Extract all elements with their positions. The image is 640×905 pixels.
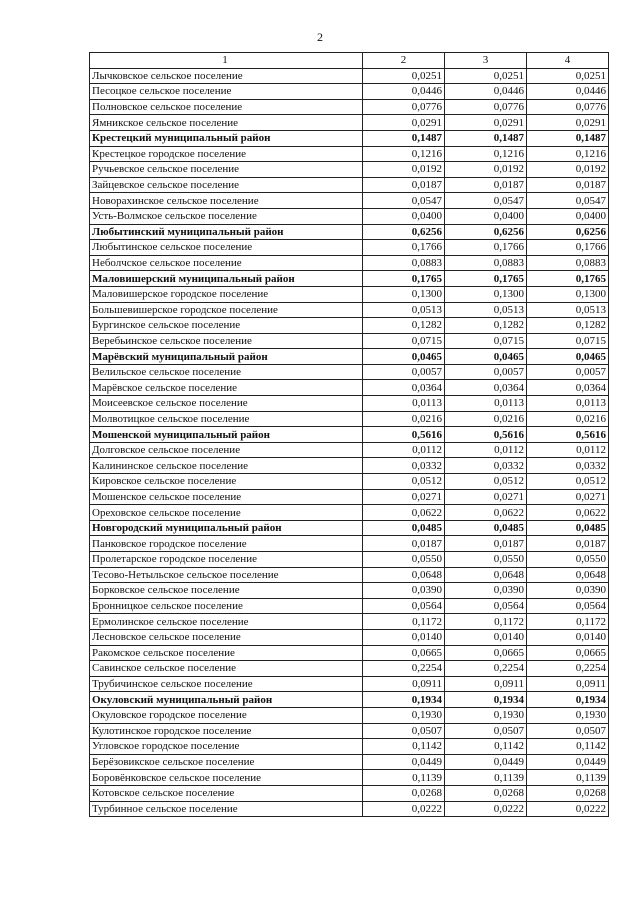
- value-cell-col-4: 0,0291: [527, 115, 609, 131]
- row-name-cell: Крестецкий муниципальный район: [90, 130, 363, 146]
- value-cell-col-2: 0,0715: [363, 333, 445, 349]
- value-cell-col-3: 0,0715: [445, 333, 527, 349]
- row-name-cell: Лесновское сельское поселение: [90, 629, 363, 645]
- value-cell-col-4: 0,0140: [527, 629, 609, 645]
- column-header-4: 4: [527, 53, 609, 69]
- value-cell-col-3: 0,0187: [445, 536, 527, 552]
- table-row: [90, 474, 609, 490]
- row-name-cell: Моисеевское сельское поселение: [90, 396, 363, 412]
- value-cell-col-2: 0,0446: [363, 84, 445, 100]
- value-cell-col-3: 0,1766: [445, 240, 527, 256]
- row-name-cell: Молвотицкое сельское поселение: [90, 411, 363, 427]
- row-name-cell: Лычковское сельское поселение: [90, 68, 363, 84]
- value-cell-col-3: 0,0883: [445, 255, 527, 271]
- value-cell-col-4: 0,1282: [527, 318, 609, 334]
- value-cell-col-2: 0,0113: [363, 396, 445, 412]
- value-cell-col-3: 0,0776: [445, 99, 527, 115]
- value-cell-col-4: 0,1765: [527, 271, 609, 287]
- value-cell-col-3: 0,0622: [445, 505, 527, 521]
- value-cell-col-2: 0,0216: [363, 411, 445, 427]
- value-cell-col-4: 0,0622: [527, 505, 609, 521]
- value-cell-col-4: 0,0057: [527, 364, 609, 380]
- value-cell-col-3: 0,0332: [445, 458, 527, 474]
- value-cell-col-3: 0,1216: [445, 146, 527, 162]
- value-cell-col-2: 0,0911: [363, 676, 445, 692]
- row-name-cell: Ракомское сельское поселение: [90, 645, 363, 661]
- value-cell-col-3: 0,1765: [445, 271, 527, 287]
- allocation-table: [89, 52, 609, 817]
- value-cell-col-2: 0,1487: [363, 130, 445, 146]
- row-name-cell: Ручьевское сельское поселение: [90, 162, 363, 178]
- value-cell-col-2: 0,0507: [363, 723, 445, 739]
- value-cell-col-2: 0,1300: [363, 286, 445, 302]
- row-name-cell: Окуловское городское поселение: [90, 707, 363, 723]
- value-cell-col-4: 0,0216: [527, 411, 609, 427]
- value-cell-col-2: 0,0057: [363, 364, 445, 380]
- table-row: [90, 208, 609, 224]
- value-cell-col-3: 0,1139: [445, 770, 527, 786]
- value-cell-col-2: 0,0364: [363, 380, 445, 396]
- table-row: [90, 177, 609, 193]
- table-row: [90, 99, 609, 115]
- district-total-row: [90, 271, 609, 287]
- table-row: [90, 193, 609, 209]
- row-name-cell: Борковское сельское поселение: [90, 583, 363, 599]
- row-name-cell: Маловишерский муниципальный район: [90, 271, 363, 287]
- value-cell-col-2: 0,2254: [363, 661, 445, 677]
- value-cell-col-2: 0,6256: [363, 224, 445, 240]
- value-cell-col-2: 0,0547: [363, 193, 445, 209]
- value-cell-col-2: 0,1282: [363, 318, 445, 334]
- table-row: [90, 536, 609, 552]
- value-cell-col-4: 0,0547: [527, 193, 609, 209]
- value-cell-col-4: 0,0268: [527, 785, 609, 801]
- table-row: [90, 364, 609, 380]
- value-cell-col-4: 0,0550: [527, 552, 609, 568]
- table-header-row: [90, 53, 609, 69]
- row-name-cell: Марёвский муниципальный район: [90, 349, 363, 365]
- row-name-cell: Кировское сельское поселение: [90, 474, 363, 490]
- value-cell-col-2: 0,1765: [363, 271, 445, 287]
- table-row: [90, 645, 609, 661]
- table-row: [90, 146, 609, 162]
- value-cell-col-2: 0,0465: [363, 349, 445, 365]
- table-row: [90, 629, 609, 645]
- value-cell-col-3: 0,1934: [445, 692, 527, 708]
- row-name-cell: Песоцкое сельское поселение: [90, 84, 363, 100]
- row-name-cell: Калининское сельское поселение: [90, 458, 363, 474]
- row-name-cell: Долговское сельское поселение: [90, 442, 363, 458]
- value-cell-col-4: 0,0564: [527, 598, 609, 614]
- row-name-cell: Тесово-Нетыльское сельское поселение: [90, 567, 363, 583]
- value-cell-col-3: 0,1142: [445, 739, 527, 755]
- value-cell-col-3: 0,5616: [445, 427, 527, 443]
- table-row: [90, 661, 609, 677]
- value-cell-col-2: 0,0449: [363, 754, 445, 770]
- district-total-row: [90, 520, 609, 536]
- value-cell-col-2: 0,1139: [363, 770, 445, 786]
- row-name-cell: Зайцевское сельское поселение: [90, 177, 363, 193]
- value-cell-col-3: 0,0222: [445, 801, 527, 817]
- value-cell-col-4: 0,1930: [527, 707, 609, 723]
- value-cell-col-2: 0,0776: [363, 99, 445, 115]
- value-cell-col-2: 0,0485: [363, 520, 445, 536]
- value-cell-col-2: 0,0140: [363, 629, 445, 645]
- value-cell-col-4: 0,0400: [527, 208, 609, 224]
- table-row: [90, 255, 609, 271]
- value-cell-col-4: 0,1487: [527, 130, 609, 146]
- value-cell-col-4: 0,2254: [527, 661, 609, 677]
- value-cell-col-2: 0,0648: [363, 567, 445, 583]
- table-row: [90, 676, 609, 692]
- value-cell-col-2: 0,0112: [363, 442, 445, 458]
- row-name-cell: Новгородский муниципальный район: [90, 520, 363, 536]
- row-name-cell: Велильское сельское поселение: [90, 364, 363, 380]
- value-cell-col-3: 0,0364: [445, 380, 527, 396]
- value-cell-col-2: 0,1142: [363, 739, 445, 755]
- value-cell-col-4: 0,0648: [527, 567, 609, 583]
- table-row: [90, 707, 609, 723]
- value-cell-col-3: 0,6256: [445, 224, 527, 240]
- value-cell-col-2: 0,1172: [363, 614, 445, 630]
- value-cell-col-4: 0,1139: [527, 770, 609, 786]
- value-cell-col-3: 0,0268: [445, 785, 527, 801]
- table-row: [90, 723, 609, 739]
- table-row: [90, 396, 609, 412]
- value-cell-col-2: 0,1766: [363, 240, 445, 256]
- table-row: [90, 552, 609, 568]
- value-cell-col-3: 0,0550: [445, 552, 527, 568]
- value-cell-col-2: 0,1216: [363, 146, 445, 162]
- row-name-cell: Бронницкое сельское поселение: [90, 598, 363, 614]
- table-row: [90, 739, 609, 755]
- table-row: [90, 318, 609, 334]
- value-cell-col-2: 0,0622: [363, 505, 445, 521]
- district-total-row: [90, 130, 609, 146]
- row-name-cell: Угловское городское поселение: [90, 739, 363, 755]
- value-cell-col-3: 0,0390: [445, 583, 527, 599]
- table-row: [90, 286, 609, 302]
- value-cell-col-3: 0,1487: [445, 130, 527, 146]
- value-cell-col-2: 0,1934: [363, 692, 445, 708]
- row-name-cell: Большевишерское городское поселение: [90, 302, 363, 318]
- value-cell-col-4: 0,0507: [527, 723, 609, 739]
- value-cell-col-3: 0,0187: [445, 177, 527, 193]
- value-cell-col-3: 0,1282: [445, 318, 527, 334]
- table-row: [90, 411, 609, 427]
- table-body: [90, 68, 609, 817]
- value-cell-col-3: 0,0911: [445, 676, 527, 692]
- row-name-cell: Маловишерское городское поселение: [90, 286, 363, 302]
- value-cell-col-4: 0,0449: [527, 754, 609, 770]
- value-cell-col-3: 0,0291: [445, 115, 527, 131]
- value-cell-col-2: 0,0291: [363, 115, 445, 131]
- row-name-cell: Ермолинское сельское поселение: [90, 614, 363, 630]
- value-cell-col-4: 0,0513: [527, 302, 609, 318]
- value-cell-col-4: 0,1216: [527, 146, 609, 162]
- table-row: [90, 785, 609, 801]
- row-name-cell: Турбинное сельское поселение: [90, 801, 363, 817]
- table-row: [90, 770, 609, 786]
- row-name-cell: Новорахинское сельское поселение: [90, 193, 363, 209]
- value-cell-col-4: 0,0390: [527, 583, 609, 599]
- table-row: [90, 754, 609, 770]
- value-cell-col-3: 0,0547: [445, 193, 527, 209]
- value-cell-col-4: 0,0332: [527, 458, 609, 474]
- table-row: [90, 505, 609, 521]
- value-cell-col-2: 0,1930: [363, 707, 445, 723]
- value-cell-col-3: 0,0112: [445, 442, 527, 458]
- table-row: [90, 583, 609, 599]
- value-cell-col-4: 0,0222: [527, 801, 609, 817]
- value-cell-col-3: 0,0057: [445, 364, 527, 380]
- row-name-cell: Трубичинское сельское поселение: [90, 676, 363, 692]
- value-cell-col-4: 0,0883: [527, 255, 609, 271]
- value-cell-col-3: 0,0564: [445, 598, 527, 614]
- table-row: [90, 162, 609, 178]
- value-cell-col-4: 0,0512: [527, 474, 609, 490]
- column-header-3: 3: [445, 53, 527, 69]
- value-cell-col-3: 0,0665: [445, 645, 527, 661]
- value-cell-col-3: 0,1930: [445, 707, 527, 723]
- table-row: [90, 567, 609, 583]
- row-name-cell: Пролетарское городское поселение: [90, 552, 363, 568]
- value-cell-col-2: 0,0332: [363, 458, 445, 474]
- value-cell-col-3: 0,0271: [445, 489, 527, 505]
- value-cell-col-3: 0,0648: [445, 567, 527, 583]
- value-cell-col-4: 0,0446: [527, 84, 609, 100]
- value-cell-col-2: 0,0222: [363, 801, 445, 817]
- value-cell-col-2: 0,0550: [363, 552, 445, 568]
- value-cell-col-3: 0,0216: [445, 411, 527, 427]
- value-cell-col-4: 0,0465: [527, 349, 609, 365]
- value-cell-col-3: 0,2254: [445, 661, 527, 677]
- row-name-cell: Боровёнковское сельское поселение: [90, 770, 363, 786]
- row-name-cell: Ямникское сельское поселение: [90, 115, 363, 131]
- value-cell-col-4: 0,1934: [527, 692, 609, 708]
- value-cell-col-3: 0,0449: [445, 754, 527, 770]
- column-header-1: 1: [90, 53, 363, 69]
- value-cell-col-4: 0,5616: [527, 427, 609, 443]
- row-name-cell: Савинское сельское поселение: [90, 661, 363, 677]
- table-row: [90, 84, 609, 100]
- value-cell-col-3: 0,0446: [445, 84, 527, 100]
- value-cell-col-4: 0,1300: [527, 286, 609, 302]
- value-cell-col-2: 0,0883: [363, 255, 445, 271]
- value-cell-col-2: 0,0400: [363, 208, 445, 224]
- value-cell-col-3: 0,1300: [445, 286, 527, 302]
- row-name-cell: Усть-Волмское сельское поселение: [90, 208, 363, 224]
- value-cell-col-2: 0,0271: [363, 489, 445, 505]
- value-cell-col-3: 0,0507: [445, 723, 527, 739]
- value-cell-col-3: 0,0113: [445, 396, 527, 412]
- column-header-2: 2: [363, 53, 445, 69]
- table-row: [90, 489, 609, 505]
- table-row: [90, 302, 609, 318]
- value-cell-col-4: 0,0911: [527, 676, 609, 692]
- row-name-cell: Кулотинское городское поселение: [90, 723, 363, 739]
- row-name-cell: Крестецкое городское поселение: [90, 146, 363, 162]
- row-name-cell: Окуловский муниципальный район: [90, 692, 363, 708]
- value-cell-col-2: 0,0390: [363, 583, 445, 599]
- value-cell-col-2: 0,5616: [363, 427, 445, 443]
- table-row: [90, 115, 609, 131]
- table-row: [90, 801, 609, 817]
- value-cell-col-4: 0,0187: [527, 177, 609, 193]
- table-row: [90, 380, 609, 396]
- value-cell-col-2: 0,0512: [363, 474, 445, 490]
- value-cell-col-4: 0,0715: [527, 333, 609, 349]
- page-number: 2: [317, 30, 323, 44]
- row-name-cell: Бургинское сельское поселение: [90, 318, 363, 334]
- value-cell-col-2: 0,0564: [363, 598, 445, 614]
- value-cell-col-2: 0,0251: [363, 68, 445, 84]
- district-total-row: [90, 692, 609, 708]
- row-name-cell: Мошенской муниципальный район: [90, 427, 363, 443]
- table-row: [90, 68, 609, 84]
- value-cell-col-4: 0,0364: [527, 380, 609, 396]
- row-name-cell: Неболчское сельское поселение: [90, 255, 363, 271]
- row-name-cell: Полновское сельское поселение: [90, 99, 363, 115]
- value-cell-col-3: 0,0400: [445, 208, 527, 224]
- value-cell-col-3: 0,0512: [445, 474, 527, 490]
- district-total-row: [90, 427, 609, 443]
- value-cell-col-4: 0,1172: [527, 614, 609, 630]
- value-cell-col-3: 0,0513: [445, 302, 527, 318]
- value-cell-col-3: 0,0465: [445, 349, 527, 365]
- value-cell-col-4: 0,0776: [527, 99, 609, 115]
- value-cell-col-3: 0,0140: [445, 629, 527, 645]
- value-cell-col-4: 0,1142: [527, 739, 609, 755]
- value-cell-col-4: 0,1766: [527, 240, 609, 256]
- value-cell-col-4: 0,0485: [527, 520, 609, 536]
- value-cell-col-4: 0,6256: [527, 224, 609, 240]
- row-name-cell: Мошенское сельское поселение: [90, 489, 363, 505]
- row-name-cell: Любытинское сельское поселение: [90, 240, 363, 256]
- value-cell-col-4: 0,0665: [527, 645, 609, 661]
- value-cell-col-2: 0,0192: [363, 162, 445, 178]
- table-row: [90, 598, 609, 614]
- row-name-cell: Любытинский муниципальный район: [90, 224, 363, 240]
- row-name-cell: Котовское сельское поселение: [90, 785, 363, 801]
- value-cell-col-4: 0,0251: [527, 68, 609, 84]
- row-name-cell: Ореховское сельское поселение: [90, 505, 363, 521]
- table-row: [90, 442, 609, 458]
- value-cell-col-4: 0,0113: [527, 396, 609, 412]
- value-cell-col-4: 0,0271: [527, 489, 609, 505]
- value-cell-col-3: 0,0192: [445, 162, 527, 178]
- value-cell-col-4: 0,0187: [527, 536, 609, 552]
- value-cell-col-2: 0,0187: [363, 177, 445, 193]
- row-name-cell: Веребьинское сельское поселение: [90, 333, 363, 349]
- value-cell-col-2: 0,0268: [363, 785, 445, 801]
- district-total-row: [90, 224, 609, 240]
- value-cell-col-4: 0,0192: [527, 162, 609, 178]
- value-cell-col-3: 0,0485: [445, 520, 527, 536]
- value-cell-col-3: 0,1172: [445, 614, 527, 630]
- value-cell-col-2: 0,0187: [363, 536, 445, 552]
- value-cell-col-3: 0,0251: [445, 68, 527, 84]
- value-cell-col-2: 0,0665: [363, 645, 445, 661]
- table-row: [90, 614, 609, 630]
- row-name-cell: Марёвское сельское поселение: [90, 380, 363, 396]
- table-row: [90, 240, 609, 256]
- district-total-row: [90, 349, 609, 365]
- table-row: [90, 458, 609, 474]
- row-name-cell: Берёзовикское сельское поселение: [90, 754, 363, 770]
- row-name-cell: Панковское городское поселение: [90, 536, 363, 552]
- value-cell-col-2: 0,0513: [363, 302, 445, 318]
- table-row: [90, 333, 609, 349]
- value-cell-col-4: 0,0112: [527, 442, 609, 458]
